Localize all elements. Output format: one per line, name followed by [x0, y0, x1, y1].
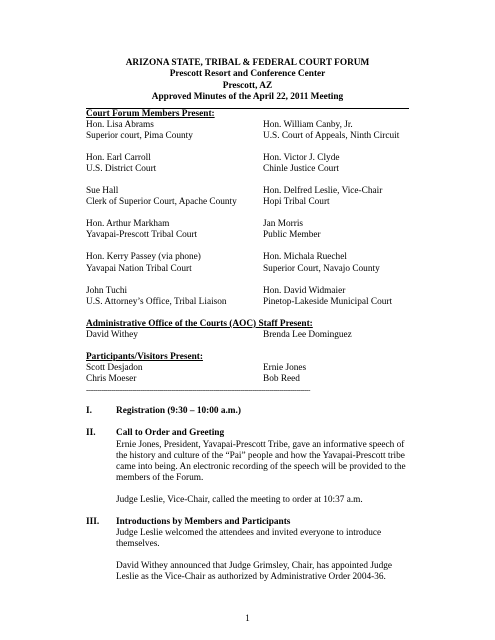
member-affiliation: Pinetop-Lakeside Municipal Court — [263, 296, 393, 307]
member-name: Hon. Michala Ruechel — [263, 252, 347, 263]
document-header — [86, 58, 409, 104]
header-title: ARIZONA STATE, TRIBAL & FEDERAL COURT FORUM — [125, 58, 370, 68]
dashed-separator: -------------------------------------------------------------------------------------------------------------------- — [86, 386, 311, 395]
members-title: Court Forum Members Present: — [86, 108, 215, 119]
agenda-item-number: I. — [86, 406, 92, 417]
member-affiliation: Chinle Justice Court — [263, 164, 339, 174]
member-affiliation: U.S. Attorney’s Office, Tribal Liaison — [86, 296, 227, 307]
member-name: Hon. Lisa Abrams — [86, 119, 154, 130]
member-affiliation: Yavapai-Prescott Tribal Court — [86, 230, 198, 241]
member-affiliation: U.S. Court of Appeals, Ninth Circuit — [263, 130, 400, 141]
agenda-item-title: Introductions by Members and Participants — [116, 516, 291, 527]
member-name: Hon. Kerry Passey (via phone) — [86, 252, 201, 263]
visitor-name: Chris Moeser — [86, 374, 137, 385]
agenda-item-number: II. — [86, 428, 96, 439]
visitor-name: Scott Desjadon — [86, 363, 143, 374]
agenda-item-3 — [86, 517, 409, 583]
agenda-paragraph: Judge Leslie, Vice-Chair, called the meeting to order at 10:37 a.m. — [116, 494, 363, 505]
member-affiliation: Public Member — [263, 230, 321, 241]
members-list — [86, 120, 409, 308]
member-affiliation: U.S. District Court — [86, 164, 157, 174]
member-affiliation: Superior Court, Navajo County — [263, 263, 380, 274]
agenda-paragraph: David Withey announced that Judge Grimsley, Chair, has appointed Judge Leslie as the Vice-Chair as authorized by Administrative Order 2004-36. — [116, 561, 393, 583]
agenda-item-1 — [86, 406, 409, 417]
member-name: Hon. David Widmaier — [263, 285, 346, 296]
aoc-staff-name: David Withey — [86, 329, 138, 340]
member-name: Sue Hall — [86, 186, 119, 197]
aoc-list — [86, 330, 409, 341]
member-affiliation: Superior court, Pima County — [86, 130, 193, 141]
header-location: Prescott, AZ — [222, 80, 273, 91]
member-name: John Tuchi — [86, 285, 128, 296]
header-venue: Prescott Resort and Conference Center — [169, 69, 326, 80]
agenda-item-number: III. — [86, 516, 100, 527]
member-name: Hon. William Canby, Jr. — [263, 119, 353, 130]
visitor-name: Bob Reed — [263, 374, 300, 385]
visitor-name: Ernie Jones — [263, 363, 307, 374]
agenda-item-2 — [86, 428, 409, 506]
agenda-paragraph: Ernie Jones, President, Yavapai-Prescott Tribe, gave an informative speech of the history and culture of the “Pai” people and how the Yavapai-Prescott tribe came into being. An electronic recording of the speech will be provided to the members of the Forum. — [116, 439, 406, 483]
aoc-title: Administrative Office of the Courts (AOC) Staff Present: — [86, 318, 313, 329]
visitors-title: Participants/Visitors Present: — [86, 352, 203, 363]
agenda-item-title: Registration (9:30 – 10:00 a.m.) — [116, 406, 241, 417]
member-name: Hon. Earl Carroll — [86, 152, 151, 163]
member-name: Hon. Arthur Markham — [86, 219, 170, 230]
agenda-paragraph: Judge Leslie welcomed the attendees and invited everyone to introduce themselves. — [116, 528, 382, 550]
member-affiliation: Clerk of Superior Court, Apache County — [86, 197, 237, 208]
member-affiliation: Hopi Tribal Court — [263, 197, 330, 208]
member-affiliation: Yavapai Nation Tribal Court — [86, 263, 192, 274]
member-name: Jan Morris — [263, 219, 304, 230]
visitors-list — [86, 363, 409, 385]
member-name: Hon. Delfred Leslie, Vice-Chair — [263, 186, 383, 197]
page-number: 1 — [245, 614, 250, 624]
header-subtitle: Approved Minutes of the April 22, 2011 Meeting — [151, 92, 344, 103]
aoc-staff-name: Brenda Lee Dominguez — [263, 329, 352, 340]
member-name: Hon. Victor J. Clyde — [263, 152, 340, 163]
agenda-item-title: Call to Order and Greeting — [116, 428, 225, 439]
